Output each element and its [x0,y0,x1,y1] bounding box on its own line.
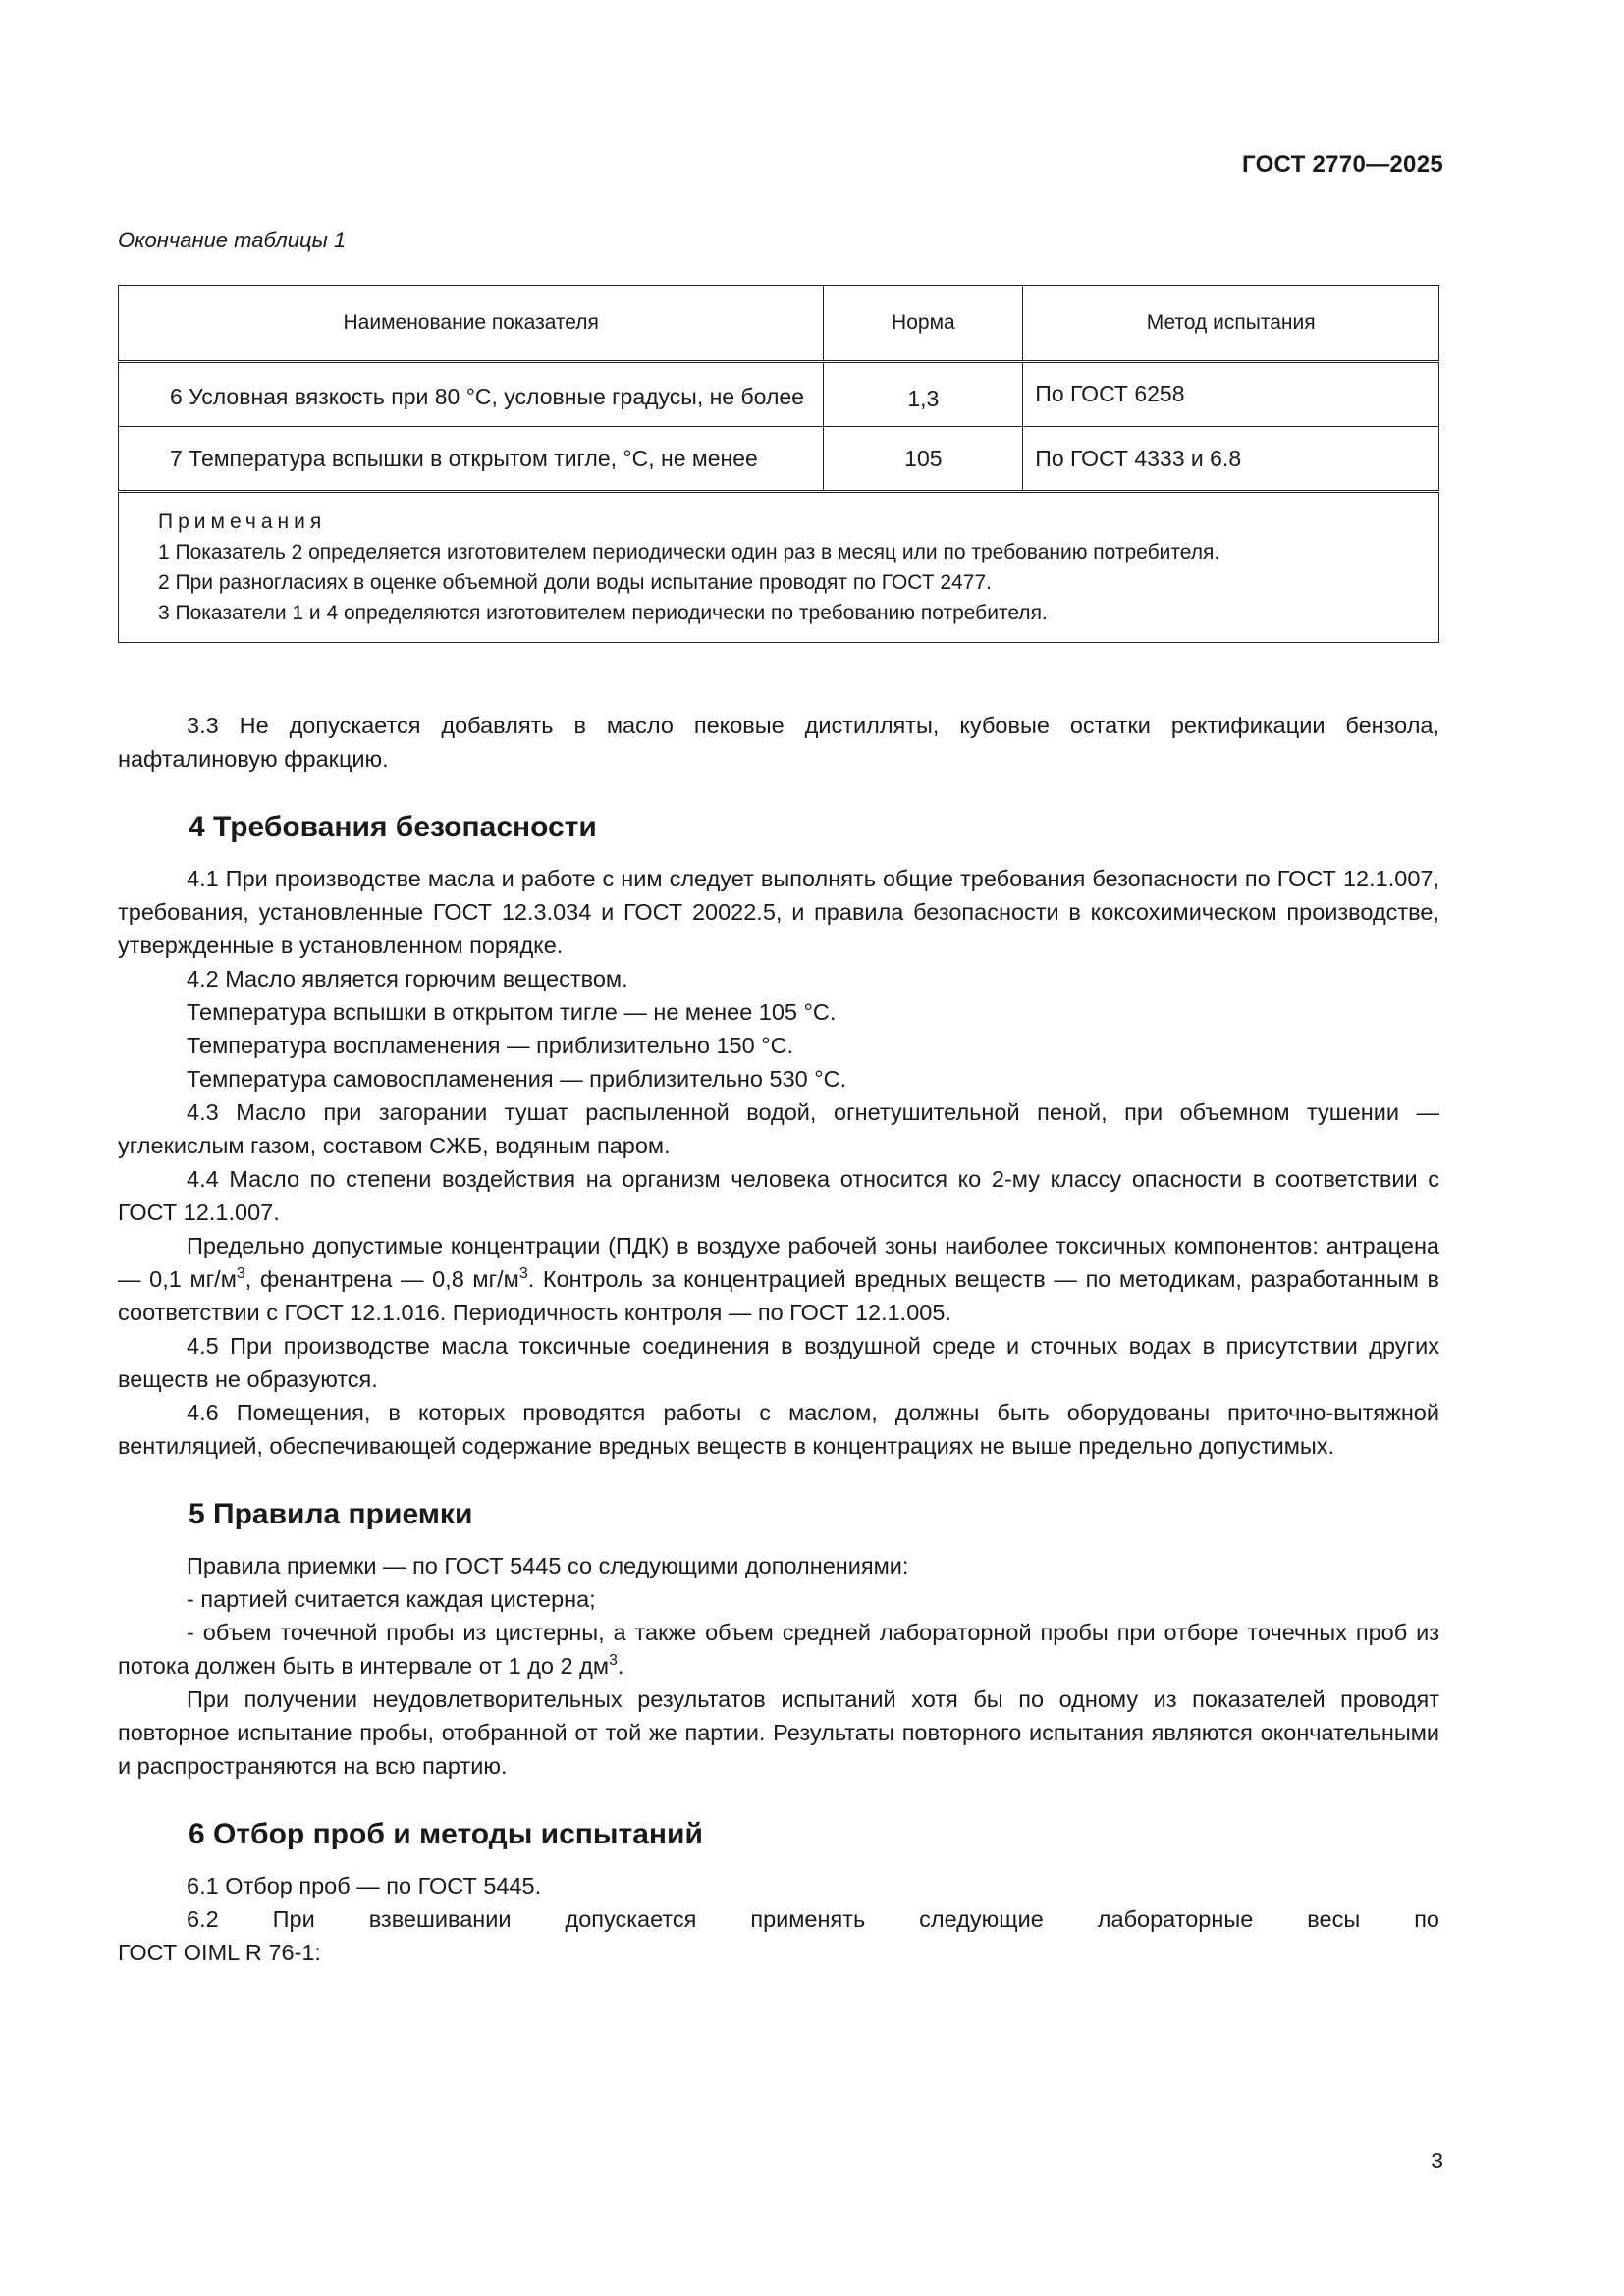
superscript-3: 3 [518,1265,528,1283]
paragraph-6-1: 6.1 Отбор проб — по ГОСТ 5445. [187,1873,542,1898]
test-method: По ГОСТ 6258 [1023,362,1439,427]
paragraph-4-3: 4.3 Масло при загорании тушат распыленной водой, огнетушительной пеной, при объемном тушении — углекислым газом, составом СЖБ, водяным паром. [118,1099,1439,1158]
table-caption: Окончание таблицы 1 [118,228,347,252]
list-item: - партией считается каждая цистерна; [187,1586,596,1612]
paragraph-4-1: 4.1 При производстве масла и работе с ним следует выполнять общие требования безопасности по ГОСТ 12.1.007, требования, установленные ГОСТ 12.3.034 и ГОСТ 20022.5, и правила безопасности в коксохимическом производстве, утвержденные в установленном порядке. [118,866,1439,958]
table-notes-row [119,492,1439,643]
paragraph-pdk [118,1229,1439,1329]
sample-volume-text: - объем точечной пробы из цистерны, а также объем средней лабораторной пробы при отборе точечных проб из потока должен быть в интервале от 1 до 2 дм [118,1620,1439,1679]
list-item [118,1616,1439,1682]
notes-title: Примечания [158,510,327,533]
paragraph-6-2: 6.2 При взвешивании допускается применять следующие лабораторные весы по [187,1906,1439,1932]
specification-table [118,285,1439,643]
table-row [119,362,1439,427]
page-number: 3 [1431,2148,1443,2173]
pdk-text-a: Предельно допустимые концентрации (ПДК) в воздухе рабочей зоны наиболее токсичных компонентов: антрацена — 0,1 мг/м [118,1233,1439,1292]
test-method: По ГОСТ 4333 и 6.8 [1023,427,1439,492]
column-header-norm: Норма [824,286,1023,362]
indicator-name: 6 Условная вязкость при 80 °С, условные градусы, не более [170,384,804,409]
autoignition-temp-line: Температура самовоспламенения — приблизительно 530 °С. [187,1066,847,1092]
indicator-name-cell [119,362,824,427]
paragraph-6-2-continued: ГОСТ OIML R 76-1: [118,1940,321,1965]
indicator-name-cell [119,427,824,492]
paragraph-3-3: 3.3 Не допускается добавлять в масло пековые дистилляты, кубовые остатки ректификации бензола, нафталиновую фракцию. [118,713,1439,772]
paragraph-5-retest: При получении неудовлетворительных результатов испытаний хотя бы по одному из показателей проводят повторное испытание пробы, отобранной от той же партии. Результаты повторного испытания являются окончательными и распространяются на всю партию. [118,1686,1439,1779]
norm-value: 105 [824,427,1023,492]
section-6-heading: 6 Отбор проб и методы испытаний [189,1818,703,1850]
note-item: 2 При разногласиях в оценке объемной доли воды испытание проводят по ГОСТ 2477. [158,571,992,594]
table-notes [119,492,1439,643]
pdk-text-b: , фенантрена — 0,8 мг/м [244,1266,519,1292]
superscript-3: 3 [236,1265,245,1283]
paragraph-5-intro: Правила приемки — по ГОСТ 5445 со следующими дополнениями: [187,1553,909,1578]
table-header-row [119,286,1439,362]
indicator-name: 7 Температура вспышки в открытом тигле, °С, не менее [170,446,758,471]
paragraph-4-2: 4.2 Масло является горючим веществом. [187,966,628,991]
paragraph-4-6: 4.6 Помещения, в которых проводятся работы с маслом, должны быть оборудованы приточно-вытяжной вентиляцией, обеспечивающей содержание вредных веществ в концентрациях не выше предельно допустимых. [118,1400,1439,1459]
paragraph-4-5: 4.5 При производстве масла токсичные соединения в воздушной среде и сточных водах в присутствии других веществ не образуются. [118,1333,1439,1392]
note-item: 3 Показатели 1 и 4 определяются изготовителем периодически по требованию потребителя. [158,602,1048,624]
document-body [118,709,1439,1969]
norm-value: 1,3 [824,362,1023,427]
note-item: 1 Показатель 2 определяется изготовителем периодически один раз в месяц или по требованию потребителя. [158,541,1220,563]
period: . [617,1653,624,1679]
pdk-text-c: . Контроль за концентрацией вредных веществ — по методикам, разработанным в соответствии с ГОСТ 12.1.016. Периодичность контроля — по ГОСТ 12.1.005. [118,1266,1440,1325]
section-4-heading: 4 Требования безопасности [189,811,597,843]
flash-point-line: Температура вспышки в открытом тигле — не менее 105 °С. [187,999,837,1025]
column-header-indicator: Наименование показателя [119,286,824,362]
superscript-3: 3 [608,1652,618,1670]
section-5-heading: 5 Правила приемки [189,1498,473,1530]
table-row [119,427,1439,492]
paragraph-4-4: 4.4 Масло по степени воздействия на организм человека относится ко 2-му классу опасности в соответствии с ГОСТ 12.1.007. [118,1166,1439,1225]
column-header-method: Метод испытания [1023,286,1439,362]
ignition-temp-line: Температура воспламенения — приблизительно 150 °С. [187,1033,794,1058]
standard-code: ГОСТ 2770—2025 [1241,151,1443,178]
